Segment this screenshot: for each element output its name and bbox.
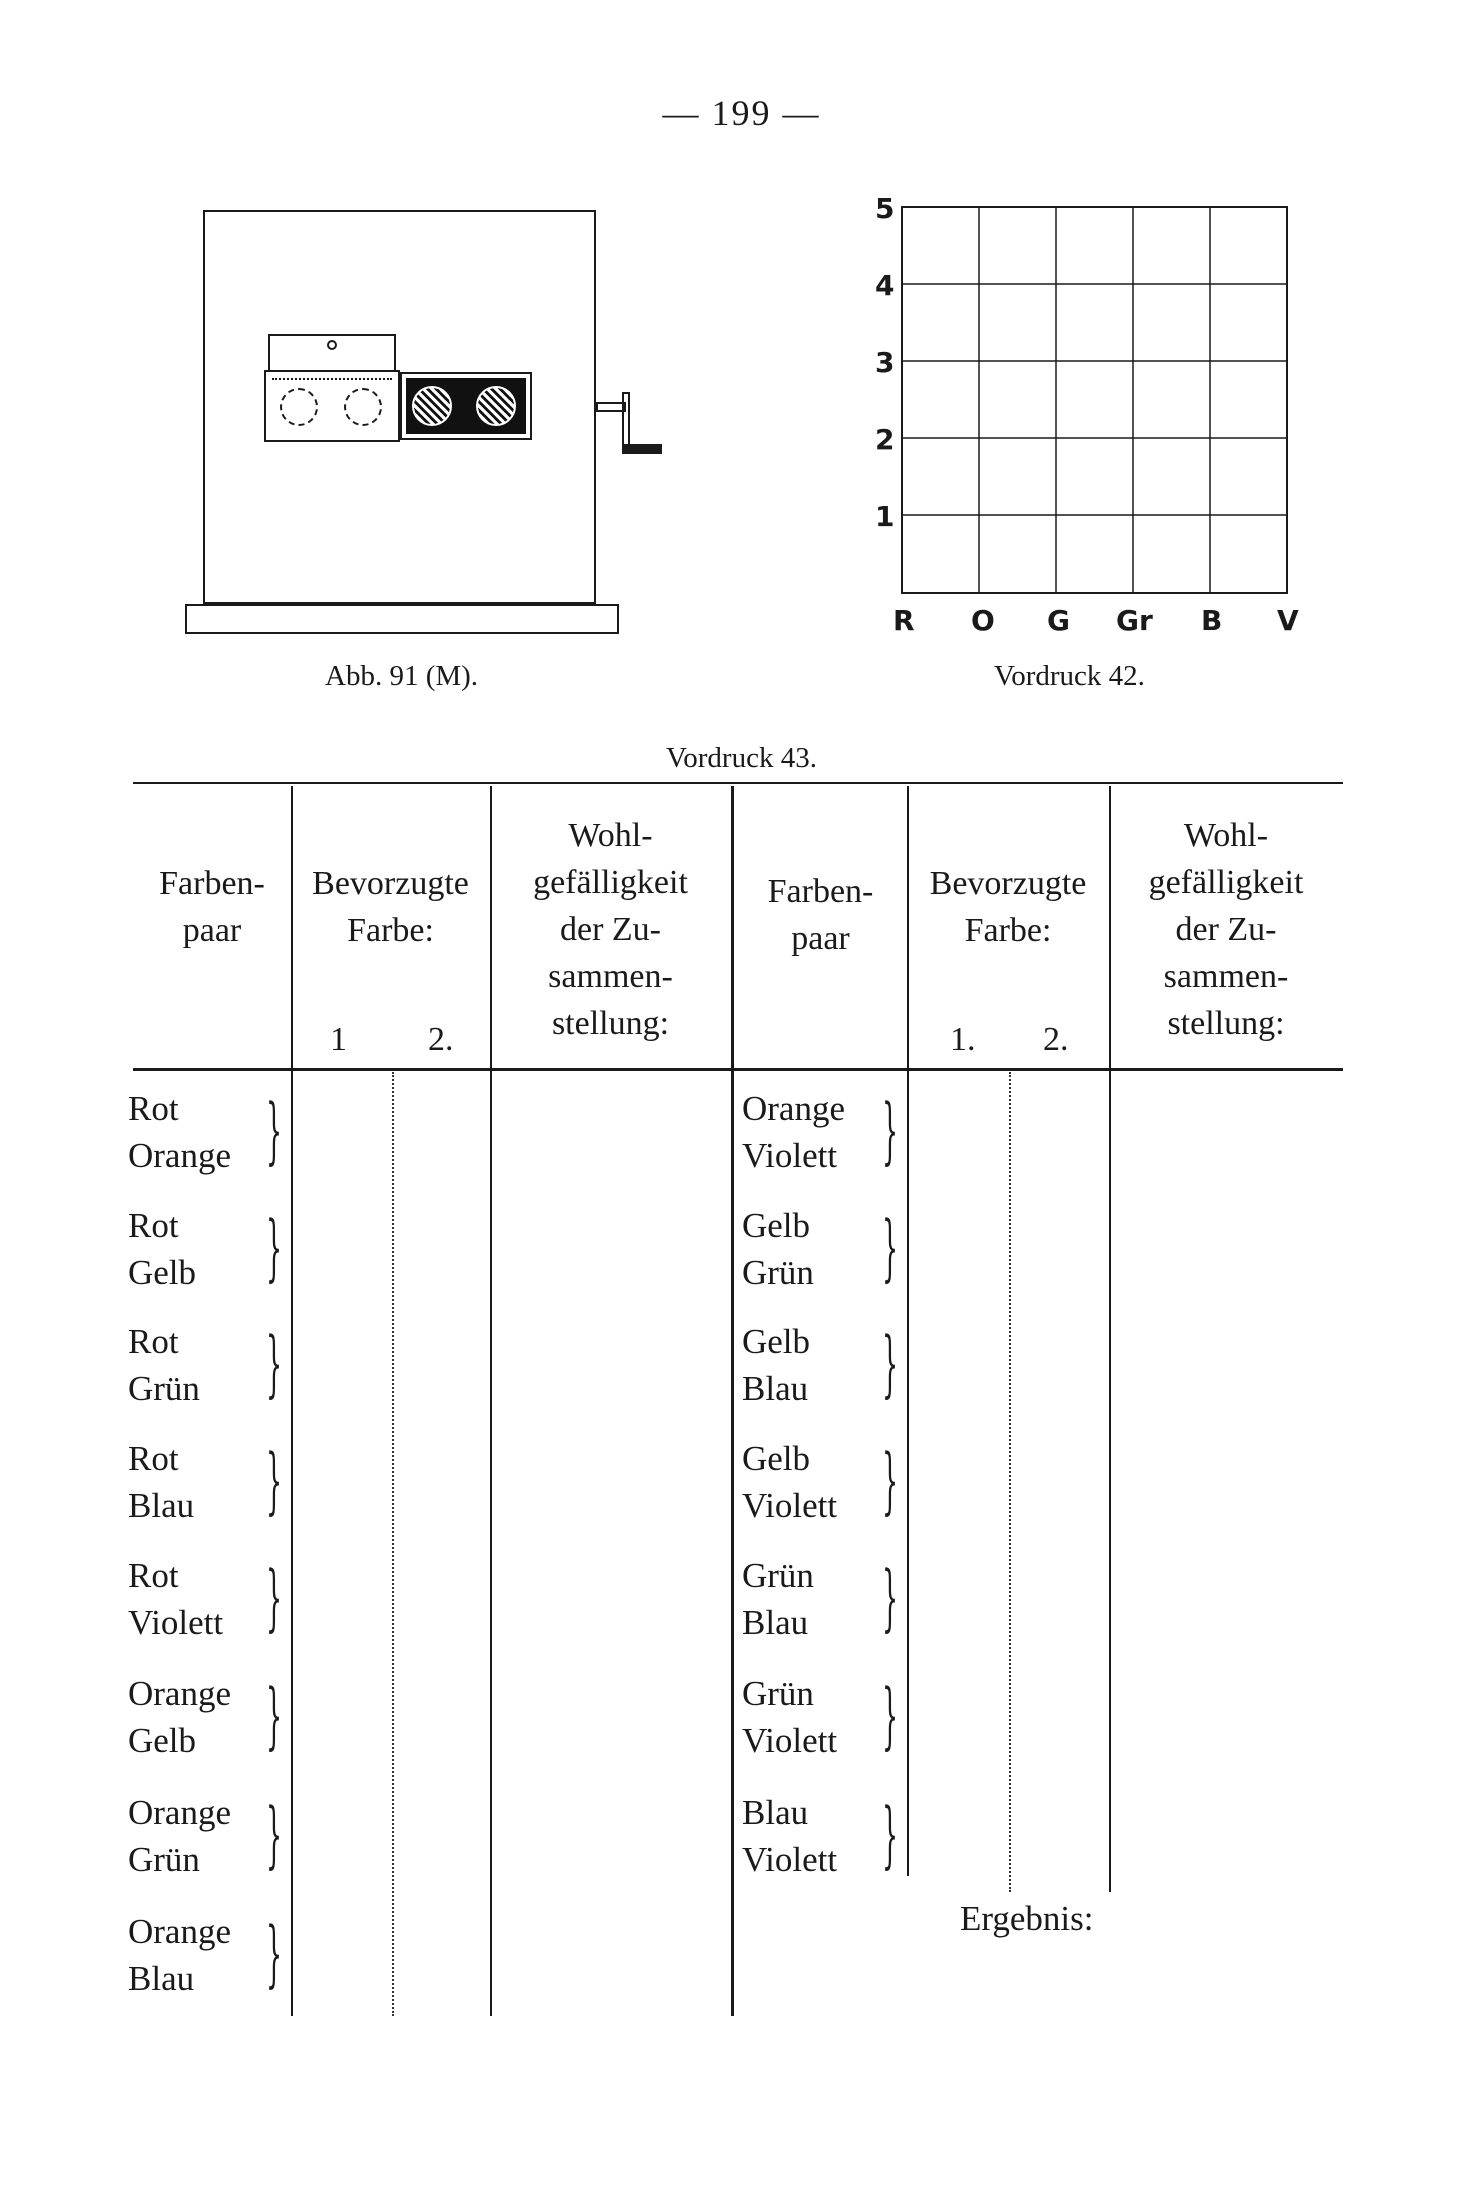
color-name: Gelb bbox=[742, 1439, 811, 1478]
color-pair-right bbox=[742, 1085, 845, 1179]
color-name: Rot bbox=[128, 1322, 179, 1361]
color-pair-right bbox=[742, 1202, 814, 1296]
brace-icon: } bbox=[882, 1792, 899, 1876]
brace-icon: } bbox=[882, 1205, 899, 1289]
color-pair-left bbox=[128, 1908, 231, 2002]
header-text: paar bbox=[791, 920, 850, 957]
color-pair-right bbox=[742, 1789, 837, 1883]
dotted-divider-right bbox=[1009, 1072, 1011, 1892]
brace-icon: } bbox=[266, 1911, 283, 1995]
color-pair-right bbox=[742, 1435, 837, 1529]
grid-frame bbox=[902, 207, 1287, 593]
header-preferred-left bbox=[291, 860, 490, 954]
color-name: Rot bbox=[128, 1206, 179, 1245]
header-pair-right bbox=[734, 868, 907, 962]
color-name: Gelb bbox=[742, 1322, 811, 1361]
grid-y-label: 5 bbox=[875, 192, 895, 225]
hatched-disc-icon bbox=[412, 386, 452, 426]
header-text: stellung: bbox=[1167, 1005, 1285, 1042]
header-text: Wohl- bbox=[568, 817, 653, 854]
table-center-rule bbox=[731, 786, 734, 2016]
color-name: Orange bbox=[128, 1912, 232, 1951]
grid-y-label: 3 bbox=[875, 346, 895, 379]
dashed-circle-icon bbox=[344, 388, 382, 426]
col-2-label: 2. bbox=[1043, 1021, 1069, 1058]
header-text: gefälligkeit bbox=[1148, 864, 1304, 901]
color-name: Orange bbox=[742, 1089, 846, 1128]
header-text: der Zu- bbox=[559, 911, 661, 948]
header-pleasing-left bbox=[490, 812, 731, 1047]
header-text: Bevorzugte bbox=[929, 865, 1087, 902]
brace-icon: } bbox=[266, 1673, 283, 1757]
col-2-label: 2. bbox=[428, 1021, 454, 1058]
apparatus-caption: Abb. 91 (M). bbox=[325, 660, 479, 692]
color-pair-left bbox=[128, 1435, 194, 1529]
table-header-rule bbox=[133, 1068, 1343, 1071]
header-text: sammen- bbox=[1163, 958, 1289, 995]
color-name: Violett bbox=[742, 1486, 838, 1525]
table-title: Vordruck 43. bbox=[666, 742, 817, 774]
color-name: Violett bbox=[742, 1136, 838, 1175]
header-text: Farbe: bbox=[964, 912, 1052, 949]
header-text: gefälligkeit bbox=[533, 864, 688, 901]
header-preferred-right bbox=[907, 860, 1109, 954]
color-name: Rot bbox=[128, 1556, 179, 1595]
brace-icon: } bbox=[266, 1205, 283, 1289]
grid-x-label: Gr bbox=[1116, 604, 1153, 637]
dashed-circle-icon bbox=[280, 388, 318, 426]
brace-icon: } bbox=[266, 1792, 283, 1876]
color-pair-right bbox=[742, 1552, 814, 1646]
grid-y-label: 4 bbox=[875, 269, 895, 302]
empty-grid-chart bbox=[870, 190, 1310, 650]
color-name: Blau bbox=[742, 1603, 809, 1642]
grid-y-label: 2 bbox=[875, 423, 895, 456]
color-name: Blau bbox=[128, 1959, 195, 1998]
color-name: Orange bbox=[128, 1793, 232, 1832]
color-name: Blau bbox=[742, 1793, 809, 1832]
color-name: Grün bbox=[742, 1253, 814, 1292]
color-name: Orange bbox=[128, 1136, 232, 1175]
color-name: Violett bbox=[742, 1721, 838, 1760]
color-pair-left bbox=[128, 1789, 231, 1883]
table-col-rule bbox=[291, 786, 293, 2016]
brace-icon: } bbox=[266, 1555, 283, 1639]
color-name: Gelb bbox=[742, 1206, 811, 1245]
color-name: Grün bbox=[742, 1556, 814, 1595]
header-text: Farben- bbox=[159, 865, 265, 902]
lid-knob-icon bbox=[327, 340, 337, 350]
table-top-rule bbox=[133, 782, 1343, 784]
brace-icon: } bbox=[266, 1088, 283, 1172]
header-text: der Zu- bbox=[1175, 911, 1277, 948]
grid-x-label: R bbox=[893, 604, 915, 637]
header-text: sammen- bbox=[548, 958, 673, 995]
grid-x-label: V bbox=[1277, 604, 1299, 637]
header-pleasing-right bbox=[1109, 812, 1343, 1047]
color-name: Blau bbox=[742, 1369, 809, 1408]
color-name: Rot bbox=[128, 1089, 179, 1128]
color-pair-right bbox=[742, 1670, 837, 1764]
header-text: Farben- bbox=[767, 873, 874, 910]
color-pair-right bbox=[742, 1318, 810, 1412]
brace-icon: } bbox=[882, 1321, 899, 1405]
crank-handle-icon bbox=[622, 444, 662, 454]
brace-icon: } bbox=[882, 1438, 899, 1522]
grid-x-label: G bbox=[1047, 604, 1070, 637]
grid-x-label: O bbox=[971, 604, 995, 637]
grid-caption: Vordruck 42. bbox=[994, 660, 1145, 692]
color-pair-left bbox=[128, 1202, 196, 1296]
header-pair-left bbox=[133, 860, 291, 954]
col-1-label: 1 bbox=[330, 1021, 347, 1058]
color-name: Violett bbox=[742, 1840, 838, 1879]
brace-icon: } bbox=[266, 1438, 283, 1522]
grid-x-label: B bbox=[1201, 604, 1223, 637]
brace-icon: } bbox=[882, 1555, 899, 1639]
color-name: Violett bbox=[128, 1603, 224, 1642]
color-name: Gelb bbox=[128, 1253, 197, 1292]
header-text: Wohl- bbox=[1183, 817, 1269, 854]
col-1-label: 1. bbox=[950, 1021, 976, 1058]
color-name: Blau bbox=[128, 1486, 195, 1525]
header-text: Bevorzugte bbox=[312, 865, 469, 902]
header-text: Farbe: bbox=[347, 912, 434, 949]
crank-arm bbox=[622, 392, 630, 448]
hatched-disc-icon bbox=[476, 386, 516, 426]
color-name: Grün bbox=[128, 1840, 200, 1879]
color-name: Orange bbox=[128, 1674, 232, 1713]
header-text: paar bbox=[182, 912, 242, 949]
color-pair-left bbox=[128, 1552, 223, 1646]
brace-icon: } bbox=[266, 1321, 283, 1405]
color-name: Rot bbox=[128, 1439, 179, 1478]
brace-icon: } bbox=[882, 1088, 899, 1172]
color-name: Grün bbox=[742, 1674, 814, 1713]
color-pair-left bbox=[128, 1670, 231, 1764]
color-pair-left bbox=[128, 1085, 231, 1179]
page-number: — 199 — bbox=[662, 93, 821, 133]
color-name: Gelb bbox=[128, 1721, 197, 1760]
color-pair-left bbox=[128, 1318, 200, 1412]
apparatus-base bbox=[185, 604, 619, 634]
result-label: Ergebnis: bbox=[960, 1899, 1094, 1938]
brace-icon: } bbox=[882, 1673, 899, 1757]
dotted-divider-left bbox=[392, 1072, 394, 2016]
header-text: stellung: bbox=[551, 1005, 670, 1042]
color-name: Grün bbox=[128, 1369, 200, 1408]
grid-y-label: 1 bbox=[875, 500, 895, 533]
